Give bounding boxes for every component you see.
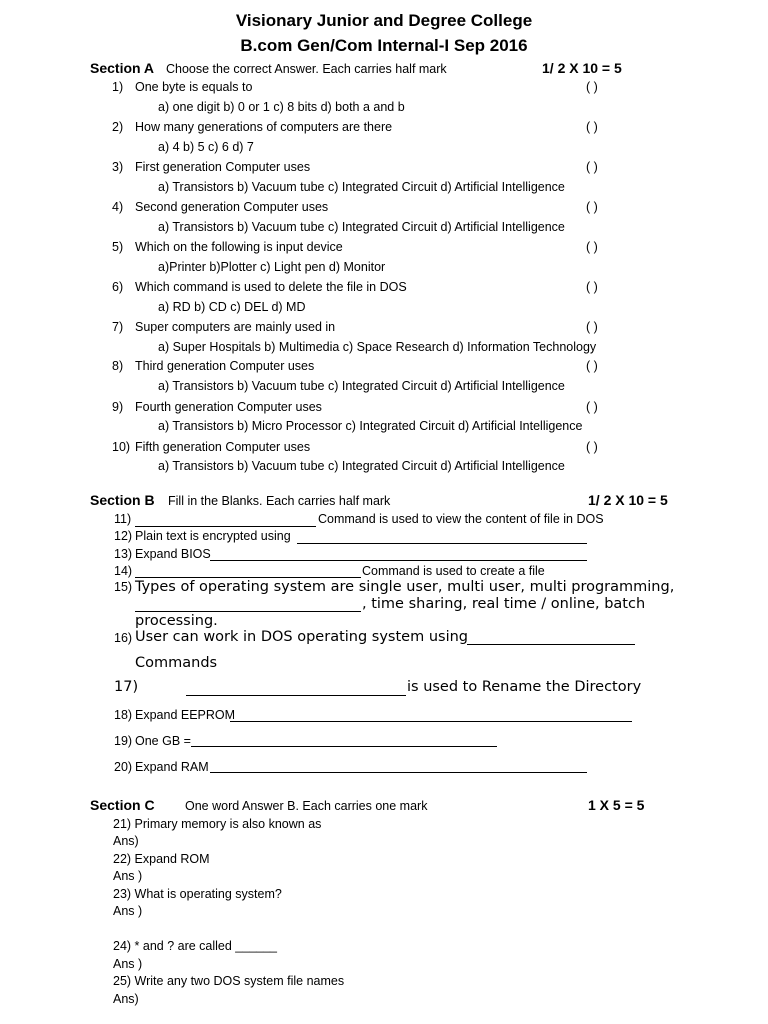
question-number: 17) xyxy=(114,679,139,695)
question-text: Types of operating system are single user, multi user, multi programming, xyxy=(135,579,675,595)
fill-blank xyxy=(210,559,587,561)
question-number: 15) xyxy=(114,580,133,594)
question-text: Expand RAM xyxy=(135,760,209,774)
fill-blank xyxy=(135,610,361,612)
question-options: a) Transistors b) Vacuum tube c) Integrated Circuit d) Artificial Intelligence xyxy=(158,180,565,194)
answer-bracket: ( ) xyxy=(586,280,598,294)
question-number: 13) xyxy=(114,547,133,561)
answer-bracket: ( ) xyxy=(586,440,598,454)
question-options: a) Super Hospitals b) Multimedia c) Space Research d) Information Technology xyxy=(158,340,597,354)
question-options: a) Transistors b) Vacuum tube c) Integrated Circuit d) Artificial Intelligence xyxy=(158,379,565,393)
question-options: a) 4 b) 5 c) 6 d) 7 xyxy=(158,140,254,154)
section-a-label: Section A xyxy=(90,60,155,76)
answer-bracket: ( ) xyxy=(586,400,598,414)
question-text: Command is used to create a file xyxy=(362,564,545,578)
answer-bracket: ( ) xyxy=(586,80,598,94)
question-number: 6) xyxy=(112,280,124,294)
section-b-label: Section B xyxy=(90,492,155,508)
answer-bracket: ( ) xyxy=(586,240,598,254)
section-c-marks: 1 X 5 = 5 xyxy=(588,797,645,813)
question-text: Command is used to view the content of file in DOS xyxy=(318,512,604,526)
question-text: Plain text is encrypted using xyxy=(135,529,291,543)
question-text: Which on the following is input device xyxy=(135,240,343,254)
exam-title: B.com Gen/Com Internal-I Sep 2016 xyxy=(240,36,528,55)
question-options: a) Transistors b) Vacuum tube c) Integrated Circuit d) Artificial Intelligence xyxy=(158,459,565,473)
question-text: Expand EEPROM xyxy=(135,708,236,722)
question-text: Expand BIOS xyxy=(135,547,211,561)
section-c-label: Section C xyxy=(90,797,155,813)
answer-bracket: ( ) xyxy=(586,359,598,373)
question-number: 2) xyxy=(112,120,124,134)
question-number: 20) xyxy=(114,760,133,774)
question-text: First generation Computer uses xyxy=(135,160,311,174)
question-text: Second generation Computer uses xyxy=(135,200,329,214)
question-number: 10) xyxy=(112,440,131,454)
section-c-instruction: One word Answer B. Each carries one mark xyxy=(185,799,428,813)
question-text: Fifth generation Computer uses xyxy=(135,440,311,454)
question-text: 21) Primary memory is also known as xyxy=(113,817,322,831)
question-text: 23) What is operating system? xyxy=(113,887,282,901)
fill-blank xyxy=(135,525,316,527)
answer-label: Ans) xyxy=(113,992,139,1006)
section-a-instruction: Choose the correct Answer. Each carries half mark xyxy=(166,62,447,76)
question-number: 14) xyxy=(114,564,133,578)
question-options: a) one digit b) 0 or 1 c) 8 bits d) both a and b xyxy=(158,100,405,114)
question-text: 25) Write any two DOS system file names xyxy=(113,974,345,988)
question-text: One byte is equals to xyxy=(135,80,253,94)
question-number: 1) xyxy=(112,80,124,94)
question-options: a) Transistors b) Vacuum tube c) Integrated Circuit d) Artificial Intelligence xyxy=(158,220,565,234)
college-title: Visionary Junior and Degree College xyxy=(235,11,533,30)
question-number: 8) xyxy=(112,359,124,373)
question-number: 9) xyxy=(112,400,124,414)
question-number: 18) xyxy=(114,708,133,722)
answer-label: Ans ) xyxy=(113,904,143,918)
question-number: 19) xyxy=(114,734,133,748)
question-text: 24) * and ? are called ______ xyxy=(113,939,278,953)
question-text-continued: , time sharing, real time / online, batch xyxy=(362,596,646,612)
section-b-marks: 1/ 2 X 10 = 5 xyxy=(588,492,668,508)
question-text: Fourth generation Computer uses xyxy=(135,400,322,414)
fill-blank xyxy=(230,720,632,722)
answer-bracket: ( ) xyxy=(586,200,598,214)
question-text: Super computers are mainly used in xyxy=(135,320,336,334)
section-a-marks: 1/ 2 X 10 = 5 xyxy=(542,60,622,76)
question-text: One GB = xyxy=(135,734,191,748)
question-text-continued: processing. xyxy=(135,613,218,629)
question-text: Which command is used to delete the file in DOS xyxy=(135,280,407,294)
fill-blank xyxy=(135,576,361,578)
answer-label: Ans ) xyxy=(113,957,143,971)
question-number: 16) xyxy=(114,631,133,645)
question-number: 3) xyxy=(112,160,124,174)
question-options: a)Printer b)Plotter c) Light pen d) Monitor xyxy=(158,260,386,274)
question-options: a) RD b) CD c) DEL d) MD xyxy=(158,300,306,314)
fill-blank xyxy=(191,745,497,747)
question-number: 12) xyxy=(114,529,133,543)
answer-bracket: ( ) xyxy=(586,320,598,334)
question-text: User can work in DOS operating system using xyxy=(135,629,468,645)
question-number: 5) xyxy=(112,240,124,254)
section-b-instruction: Fill in the Blanks. Each carries half mark xyxy=(168,494,391,508)
question-text: Third generation Computer uses xyxy=(135,359,315,373)
question-number: 7) xyxy=(112,320,124,334)
answer-label: Ans) xyxy=(113,834,139,848)
fill-blank xyxy=(186,694,406,696)
question-text: How many generations of computers are there xyxy=(135,120,393,134)
question-text: is used to Rename the Directory xyxy=(407,679,642,695)
answer-label: Ans ) xyxy=(113,869,143,883)
fill-blank xyxy=(297,542,587,544)
question-options: a) Transistors b) Micro Processor c) Integrated Circuit d) Artificial Intelligence xyxy=(158,419,583,433)
fill-blank xyxy=(210,771,587,773)
question-number: 11) xyxy=(114,512,132,526)
answer-bracket: ( ) xyxy=(586,120,598,134)
fill-blank xyxy=(467,643,635,645)
question-text-continued: Commands xyxy=(135,655,218,671)
question-text: 22) Expand ROM xyxy=(113,852,210,866)
answer-bracket: ( ) xyxy=(586,160,598,174)
question-number: 4) xyxy=(112,200,124,214)
